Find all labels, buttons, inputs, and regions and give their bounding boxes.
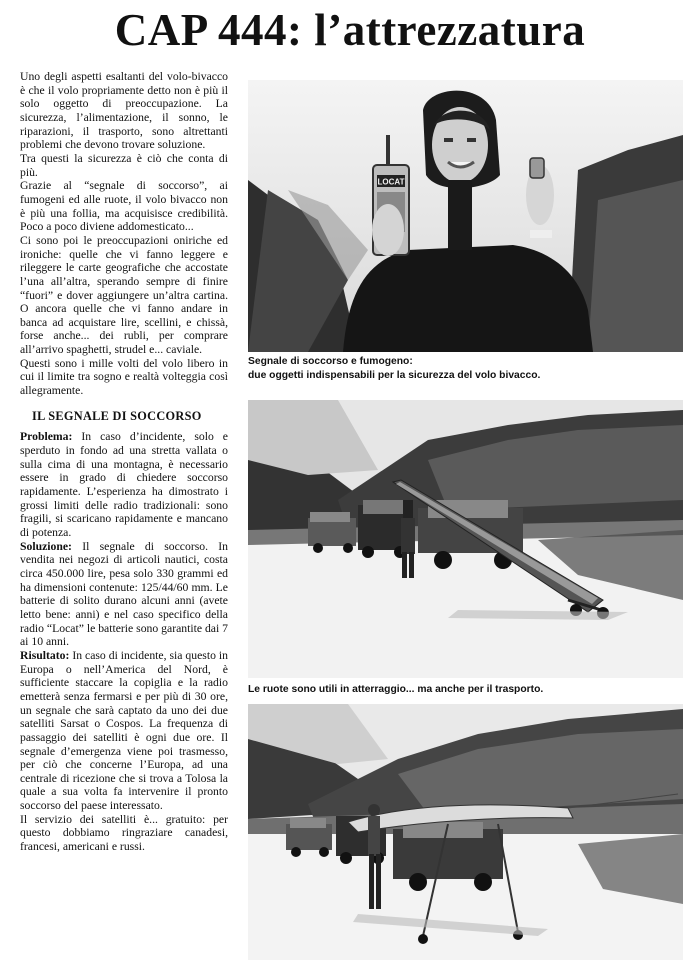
caption-beacon — [248, 355, 688, 383]
photo-beacon — [248, 80, 683, 352]
problema-paragraph — [20, 430, 228, 539]
caption-beacon-line1: Segnale di soccorso e fumogeno: — [248, 356, 413, 367]
caption-beacon-line2: due oggetti indispensabili per la sicurezza del volo bivacco. — [248, 370, 541, 381]
photo-beacon-image — [248, 80, 683, 352]
intro-paragraph: Uno degli aspetti esaltanti del volo-bivacco è che il volo propriamente detto non è più il solo oggetto di preoccupazione. La sicurezza, l’alimentazione, il sonno, le riparazioni, il trasporto, sono altrettanti problemi che devono trovare soluzione. — [20, 70, 228, 152]
page-title: CAP 444: l’attrezzatura — [114, 5, 586, 55]
problema-text: In caso d’incidente, solo e sperduto in fondo ad una stretta vallata o sulla cima di una montagna, è necessario essere in grado di chiedere soccorso rapidamente. L’esperienza ha dimostrato i grossi limiti delle radio tradizionali: sono fragili, si scaricano rapidamente e mancano di potenza. — [20, 430, 228, 539]
section-heading: IL SEGNALE DI SOCCORSO — [32, 408, 202, 423]
soluzione-label: Soluzione: — [20, 539, 72, 553]
intro-paragraph: Ci sono poi le preoccupazioni oniriche ed ironiche: quelle che vi fanno leggere e rileggere le carte geografiche che accostate l’una all’altra, sperando sempre di finire “fuori” e dover aggiungere un’altra cartina. O ancora quelle che vi fanno andare in banca ad acquistare lire, scellini, e chissà, forse anche... dei rubli, per comprare all’arrivo spaghetti, strudel e... caviale. — [20, 233, 228, 357]
intro-paragraph: Questi sono i mille volti del volo libero in cui il limite tra sogno e realtà volteggia così allegramente. — [20, 356, 228, 398]
risultato-label: Risultato: — [20, 648, 70, 662]
article-body — [20, 70, 228, 854]
problema-label: Problema: — [20, 430, 73, 444]
soluzione-paragraph — [20, 540, 228, 649]
closing-paragraph: Il servizio dei satelliti è... gratuito: per questo dobbiamo ringraziare canadesi, francesi, americani e russi. — [20, 812, 228, 854]
intro-paragraph: Tra questi la sicurezza è ciò che conta di più. — [20, 151, 228, 179]
intro-paragraph: Grazie al “segnale di soccorso”, ai fumogeni ed alle ruote, il volo bivacco non è più una follia, ma acquisisce credibilità. Poco a poco diviene addomesticato... — [20, 179, 228, 234]
photo-glider-valley — [248, 704, 683, 960]
photo-wheels-transport-image — [248, 400, 683, 678]
caption-wheels: Le ruote sono utili in atterraggio... ma anche per il trasporto. — [248, 684, 544, 695]
photo-glider-valley-image — [248, 704, 683, 960]
photo-wheels-transport — [248, 400, 683, 678]
risultato-paragraph — [20, 649, 228, 813]
locat-label: LOCAT — [377, 177, 405, 187]
risultato-text: In caso di incidente, sia questo in Europa o nell’America del Nord, è sufficiente staccare la copiglia e la radio emetterà senza fermarsi e per più di 30 ore, un segnale che sarà captato da uno dei due satelliti Sarsat o Cospos. La frequenza di passaggio dei satelliti è ogni due ore. Il segnale d’emergenza viene poi trasmesso, per ciò che concerne l’Europa, ad una centrale di ricezione che si trova a Tolosa la quale a sua volta fa intervenire il pronto soccorso del paese interessato. — [20, 648, 228, 813]
soluzione-text: Il segnale di soccorso. In vendita nei negozi di articoli nautici, costa circa 450.000 lire, pesa solo 330 grammi ed ha dimensioni contenute: 125/44/60 mm. Le batterie di solito durano alcuni anni (avete letto bene: anni) e nel caso specifico della radio “Locat” le batterie sono garantite dai 7 ai 10 anni. — [20, 539, 229, 649]
